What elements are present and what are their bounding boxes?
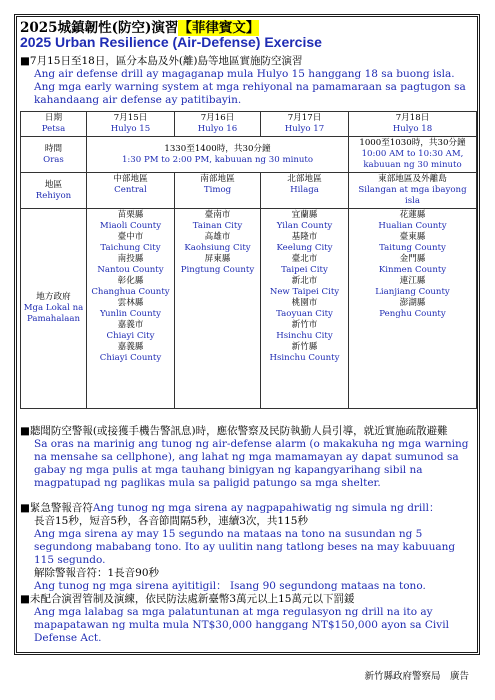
county-name-zh: 宜蘭縣 [291, 210, 318, 220]
county-name-zh: 臺東縣 [399, 232, 426, 242]
region-tl: Central [114, 185, 147, 195]
time-label-zh: 時間 [44, 143, 63, 154]
county-name-zh: 嘉義市 [117, 320, 144, 330]
county-name-tl: Taichung City [100, 243, 161, 253]
county-name-tl: Miaoli County [99, 221, 162, 231]
county-name-tl: Taitung County [379, 243, 446, 253]
county-name-tl: Taipei City [281, 265, 328, 275]
date-zh: 7月18日 [395, 113, 430, 123]
siren-pattern-chinese: 長音15秒，短音5秒，各音節間隔5秒，連續3次，共115秒 [34, 515, 308, 527]
county-name-zh: 花蓮縣 [399, 210, 426, 220]
date-zh: 7月15日 [113, 113, 148, 123]
time-main-zh: 1330至1400時，共30分鐘 [164, 143, 271, 154]
schedule-table [20, 111, 477, 409]
county-name-tl: Tainan City [192, 221, 243, 231]
county-name-tl: Hualian County [378, 221, 447, 231]
county-name-zh: 金門縣 [399, 254, 426, 264]
county-name-tl: Yunlin County [100, 309, 161, 319]
county-name-tl: Taoyuan City [276, 309, 333, 319]
region-tl: Silangan at mga ibayong isla [358, 185, 467, 206]
county-name-tl: Pingtung County [180, 265, 255, 275]
county-name-zh: 嘉義縣 [117, 342, 144, 352]
county-name-zh: 彰化縣 [117, 276, 144, 286]
county-name-zh: 桃園市 [291, 298, 318, 308]
county-name-tl: Chiayi County [99, 353, 162, 363]
county-name-zh: 新竹縣 [291, 342, 318, 352]
region-zh: 北部地區 [287, 174, 322, 184]
title-language-tag: 【菲律賓文】 [178, 20, 260, 36]
time-row [21, 137, 477, 173]
time-18-zh: 1000至1030時，共30分鐘 [359, 138, 466, 148]
title-english: 2025 Urban Resilience (Air-Defense) Exercise [20, 34, 322, 50]
county-name-zh: 基隆市 [291, 232, 318, 242]
county-name-zh: 苗栗縣 [117, 210, 144, 220]
penalty-tagalog: Ang mga lalabag sa mga palatuntunan at mga regulasyon ng drill na ito ay mapapatawan ng multa mula NT$30,000 hanggang NT$150,000 ayon sa Civil Defense Act. [34, 606, 449, 644]
region-tl: Hilaga [290, 185, 319, 195]
county-name-zh: 臺南市 [204, 210, 231, 220]
penalty-section [20, 593, 476, 645]
government-row [21, 209, 477, 409]
county-name-zh: 雲林縣 [117, 298, 144, 308]
county-name-tl: Keelung City [276, 243, 333, 253]
county-name-tl: Hsinchu County [269, 353, 340, 363]
siren-release-tagalog: Ang tunog ng mga sirena ayititigil： Isang 90 segundong mataas na tono. [34, 580, 426, 592]
gov-label-zh: 地方政府 [36, 292, 71, 302]
region-tl: Timog [203, 185, 232, 195]
intro-tagalog-2: Ang mga early warning system at mga rehiyonal na pamamaraan sa pagtugon sa kahandaang air defense ay patitibayin. [34, 81, 466, 106]
county-name-tl: Yilan County [276, 221, 333, 231]
county-name-tl: New Taipei City [269, 287, 340, 297]
county-name-tl: Kaohsiung City [184, 243, 251, 253]
date-tl: Hulyo 18 [392, 124, 433, 134]
date-label-zh: 日期 [44, 113, 63, 123]
region-row [21, 173, 477, 209]
intro-chinese: ■7月15日至18日，區分本島及外(離)島等地區實施防空演習 [20, 55, 303, 67]
gov-label-tl: Mga Lokal na Pamahalaan [23, 303, 84, 324]
county-name-zh: 臺北市 [291, 254, 318, 264]
time-main-tl: 1:30 PM to 2:00 PM, kabuuan ng 30 minuto [121, 154, 314, 165]
region-zh: 南部地區 [200, 174, 235, 184]
siren-head-tagalog: Ang tunog ng mga sirena ay nagpapahiwatig ng simula ng drill： [92, 502, 440, 514]
county-name-zh: 連江縣 [399, 276, 426, 286]
alarm-chinese: ■聽聞防空警報(或接獲手機告警訊息)時，應依警察及民防執勤人員引導，就近實施疏散避難 [20, 425, 448, 437]
title-chinese [20, 16, 259, 36]
date-zh: 7月16日 [200, 113, 235, 123]
county-name-zh: 屏東縣 [204, 254, 231, 264]
county-name-tl: Hsinchu City [276, 331, 333, 341]
date-tl: Hulyo 17 [284, 124, 325, 134]
county-name-zh: 澎湖縣 [399, 298, 426, 308]
time-18-tl-2: kabuuan ng 30 minuto [363, 160, 462, 170]
county-name-tl: Kinmen County [378, 265, 447, 275]
county-name-zh: 新北市 [291, 276, 318, 286]
south-county-list [176, 210, 259, 276]
date-label-tl: Petsa [41, 124, 66, 134]
alarm-tagalog: Sa oras na marinig ang tunog ng air-defense alarm (o makakuha ng mga warning na mensahe sa cellphone), ang lahat ng mga mamamayan ay dapat sumunod sa gabay ng mga pulis at mga tauhang binigyan ng kapangyarihang sibil na magpatupad ng paglikas mula sa paligid patungo sa mga shelter. [34, 438, 469, 489]
county-name-tl: Penghu County [379, 309, 446, 319]
intro-tagalog-1: Ang air defense drill ay magaganap mula Hulyo 15 hanggang 18 sa buong isla. [34, 68, 455, 80]
region-label-zh: 地區 [44, 179, 63, 190]
county-name-tl: Chiayi City [106, 331, 155, 341]
county-name-tl: Lianjiang County [375, 287, 450, 297]
central-county-list [88, 210, 173, 364]
region-zh: 東部地區及外離島 [378, 174, 447, 184]
siren-section [20, 502, 476, 593]
county-name-zh: 南投縣 [117, 254, 144, 264]
north-county-list [262, 210, 347, 364]
county-name-zh: 新竹市 [291, 320, 318, 330]
siren-pattern-tagalog: Ang mga sirena ay may 15 segundo na mataas na tono na susundan ng 5 segundong mababang tono. Ito ay uulitin nang tatlong beses na may kabuuang 115 segundo. [34, 528, 456, 566]
date-tl: Hulyo 15 [110, 124, 151, 134]
siren-release-chinese: 解除警報音符：1長音90秒 [34, 567, 160, 579]
intro-section [20, 55, 476, 107]
date-row [21, 112, 477, 137]
time-label-tl: Oras [43, 154, 64, 165]
penalty-chinese: ■未配合演習管制及演練，依民防法處新臺幣3萬元以上15萬元以下罰鍰 [20, 593, 355, 605]
county-name-zh: 臺中市 [117, 232, 144, 242]
region-zh: 中部地區 [113, 174, 148, 184]
region-label-tl: Rehiyon [35, 190, 72, 201]
east-county-list [350, 210, 475, 320]
date-tl: Hulyo 16 [197, 124, 238, 134]
county-name-zh: 高雄市 [204, 232, 231, 242]
county-name-tl: Changhua County [91, 287, 170, 297]
siren-head-chinese: ■緊急警報音符 [20, 502, 93, 514]
title-chinese-prefix: 2025城鎮韌性(防空)演習 [20, 20, 179, 36]
date-zh: 7月17日 [287, 113, 322, 123]
county-name-tl: Nantou County [97, 265, 164, 275]
time-18-tl-1: 10:00 AM to 10:30 AM, [361, 149, 464, 159]
footer-publisher: 新竹縣政府警察局 廣告 [364, 671, 469, 682]
alarm-section [20, 425, 476, 490]
